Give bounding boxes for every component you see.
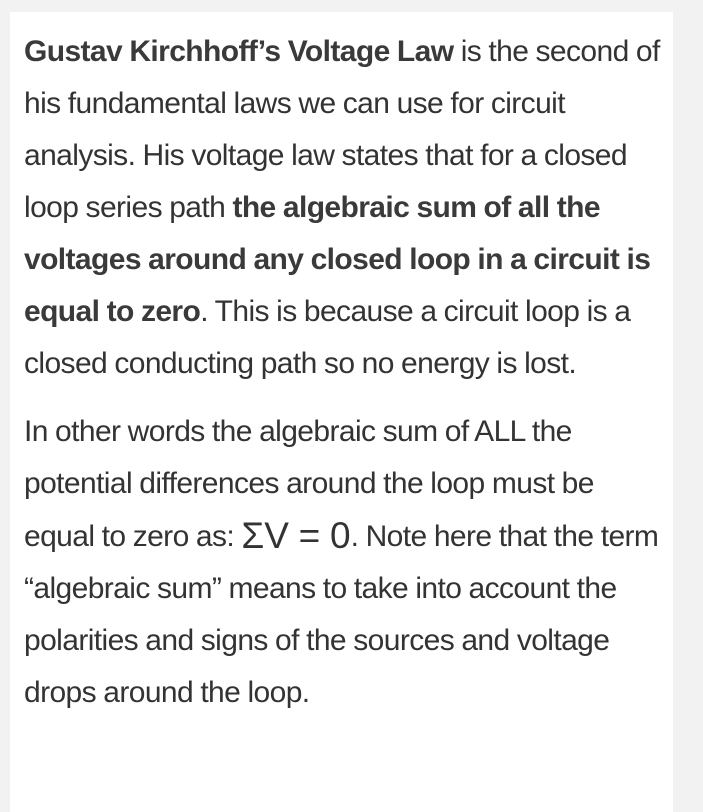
paragraph1-text1: is the second of his fundamental laws we can use for circuit analysis. His voltage law states that for a closed loop series path <box>24 35 660 224</box>
paragraph-kvl-explanation <box>24 406 661 719</box>
paragraph1-text2: . This is because a circuit loop is a closed conducting path so no energy is lost. <box>24 295 631 380</box>
paragraph-kvl-definition <box>24 26 661 390</box>
article-card <box>10 12 673 812</box>
paragraph2-text2: . Note here that the term “algebraic sum” means to take into account the polarities and signs of the sources and voltage drops around the loop. <box>24 520 659 709</box>
kvl-statement: the algebraic sum of all the voltages around any closed loop in a circuit is equal to zero <box>24 191 651 328</box>
kvl-title: Gustav Kirchhoff’s Voltage Law <box>24 35 454 68</box>
paragraph2-text1: In other words the algebraic sum of ALL the potential differences around the loop must be equal to zero as: <box>24 415 594 553</box>
kvl-formula: ΣV = 0 <box>241 515 351 556</box>
